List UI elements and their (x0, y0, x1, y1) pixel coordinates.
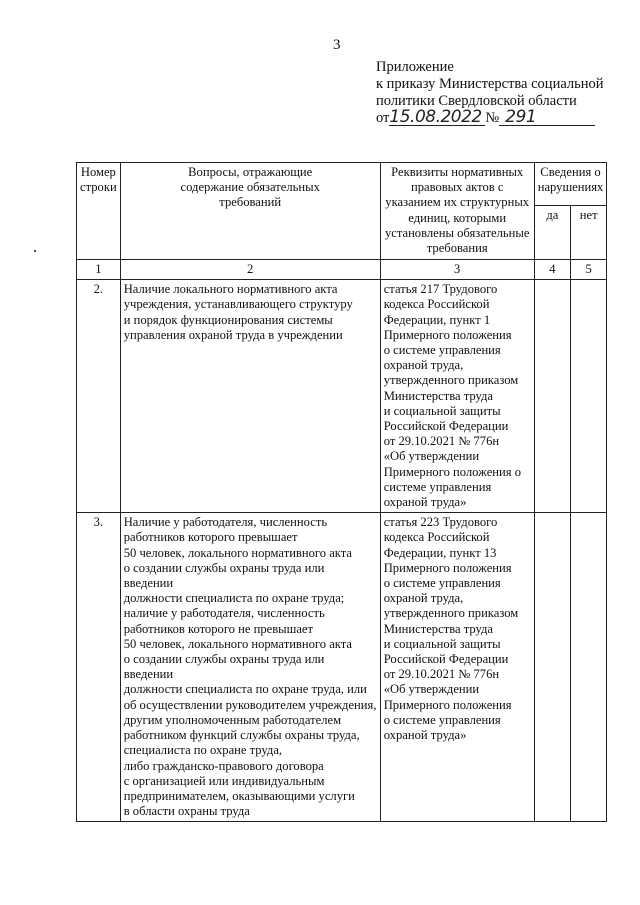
row-question: Наличие локального нормативного акта учреждения, устанавливающего структуру и порядок функционирования системы управления охраной труда в учреждении (120, 280, 380, 513)
header-questions-text: Вопросы, отражающие содержание обязательных требований (180, 165, 320, 210)
row-number: 2. (77, 280, 121, 513)
from-prefix: от (376, 110, 390, 126)
column-number-row (77, 260, 607, 280)
requirements-table (76, 162, 607, 822)
appendix-line-order: к приказу Министерства социальной (376, 76, 604, 92)
column-number: 1 (77, 260, 121, 280)
header-violations: Сведения о нарушениях (534, 163, 607, 206)
row-number: 3. (77, 513, 121, 822)
order-date: 15.08.2022 (389, 110, 485, 126)
header-yes: да (534, 206, 570, 260)
scan-speck (34, 250, 36, 252)
table-row (77, 280, 607, 513)
header-requisites: Реквизиты нормативных правовых актов с указанием их структурных единиц, которыми установлены обязательные требования (380, 163, 534, 260)
row-question: Наличие у работодателя, численность работников которого превышает 50 человек, локального нормативного акта о создании службы охраны труда или введении должности специалиста по охране труда; наличие у работодателя, численность работников которого не превышает 50 человек, локального нормативного акта о создании службы охраны труда или введении должности специалиста по охране труда, или об осуществлении руководителем учреждения, другим уполномоченным работодателем работником функций службы охраны труда, специалиста по охране труда, либо гражданско-правового договора с организацией или индивидуальным предпринимателем, оказывающими услуги в области охраны труда (120, 513, 380, 822)
header-questions (120, 163, 380, 260)
row-yes-cell (534, 513, 570, 822)
column-number: 2 (120, 260, 380, 280)
header-row-number: Номер строки (77, 163, 121, 260)
number-prefix: № (485, 110, 500, 126)
order-number: 291 (499, 110, 595, 126)
table-row (77, 513, 607, 822)
page-number: 3 (333, 37, 341, 53)
row-requisites: статья 217 Трудового кодекса Российской Федерации, пункт 1 Примерного положения о системе управления охраной труда, утвержденного приказом Министерства труда и социальной защиты Российской Федерации от 29.10.2021 № 776н «Об утверждении Примерного положения о системе управления охраной труда» (380, 280, 534, 513)
appendix-header (376, 59, 604, 127)
row-no-cell (571, 513, 607, 822)
row-yes-cell (534, 280, 570, 513)
row-requisites: статья 223 Трудового кодекса Российской Федерации, пункт 13 Примерного положения о системе управления охраной труда, утвержденного приказом Министерства труда и социальной защиты Российской Федерации от 29.10.2021 № 776н «Об утверждении Примерного положения о системе управления охраной труда» (380, 513, 534, 822)
appendix-title: Приложение (376, 59, 454, 75)
column-number: 3 (380, 260, 534, 280)
appendix-line-ministry: политики Свердловской области (376, 93, 577, 109)
column-number: 5 (571, 260, 607, 280)
row-no-cell (571, 280, 607, 513)
column-number: 4 (534, 260, 570, 280)
table-header-row (77, 163, 607, 206)
order-date-number (376, 107, 604, 127)
header-no: нет (571, 206, 607, 260)
